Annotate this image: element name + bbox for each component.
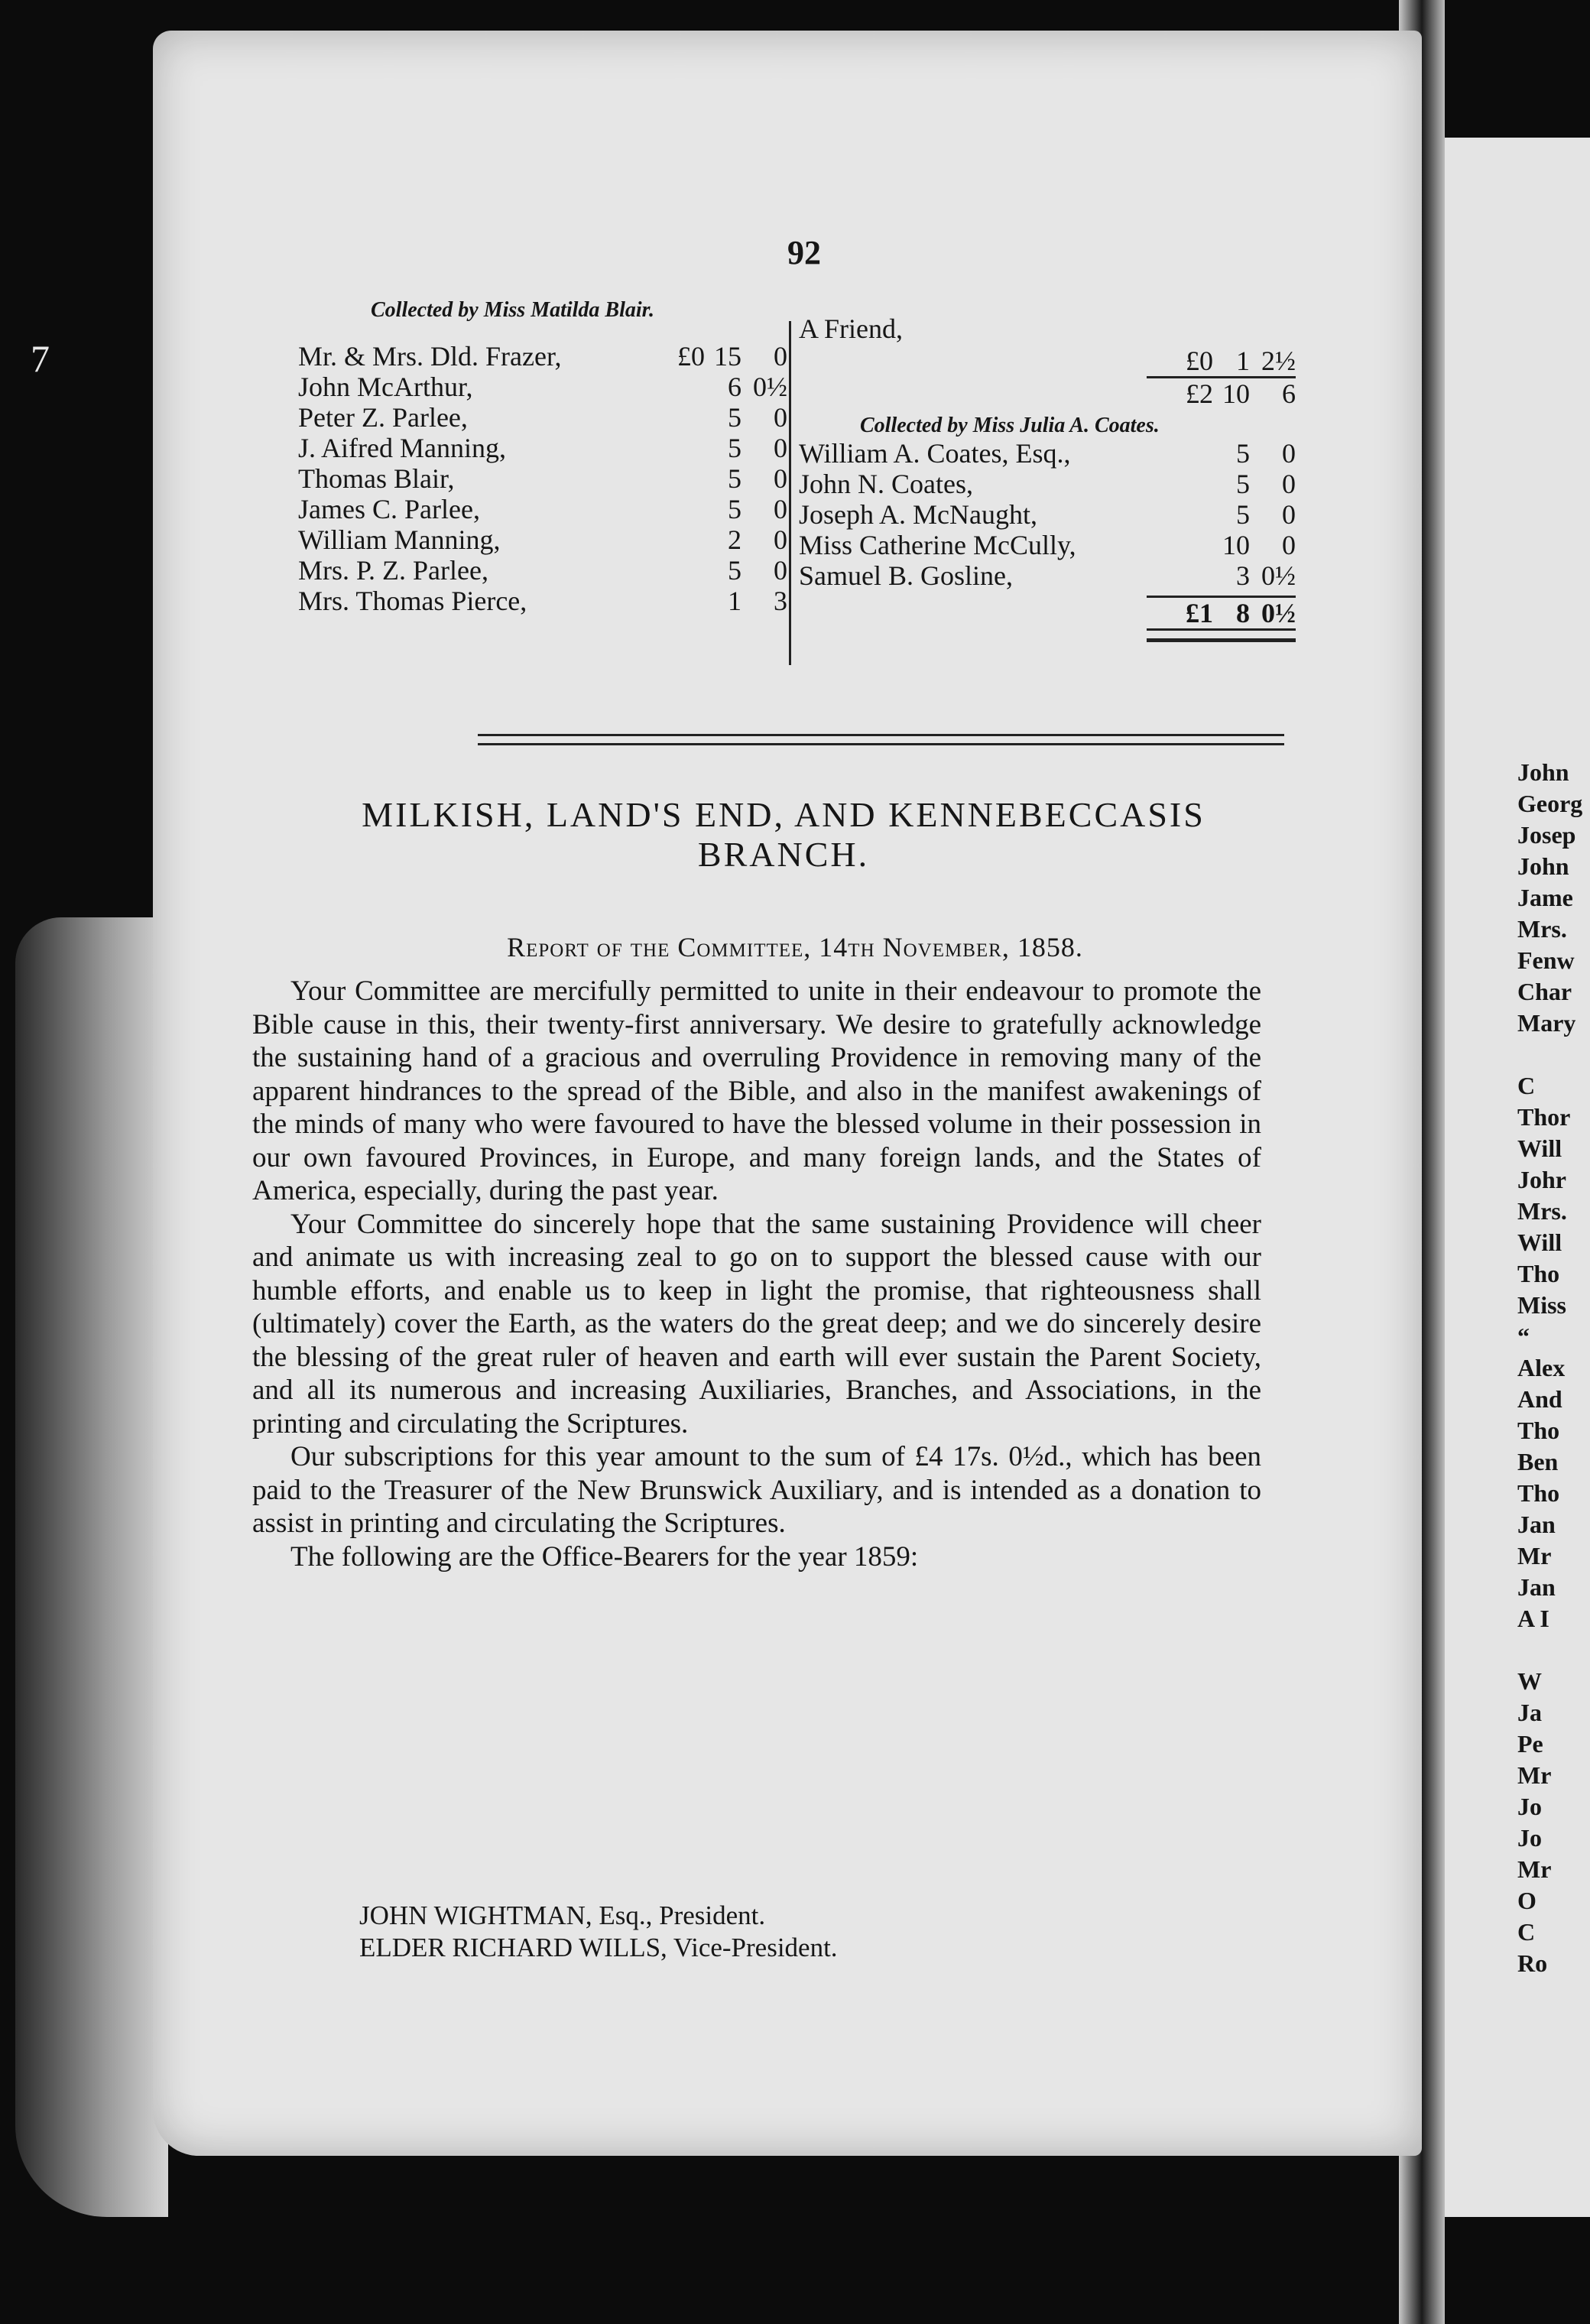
facing-page-fragment xyxy=(1517,1039,1590,1070)
subscriber-name: A Friend, xyxy=(799,313,904,344)
list-item xyxy=(799,530,1296,560)
facing-page-text xyxy=(1517,757,1590,1979)
amount-pence: 0 xyxy=(1282,469,1296,499)
amount-pence: 0 xyxy=(774,402,787,433)
subscriber-name: Samuel B. Gosline, xyxy=(799,560,1013,591)
subscriber-name: Thomas Blair, xyxy=(298,463,455,494)
list-item xyxy=(298,555,787,586)
amount-shillings: 5 xyxy=(1236,438,1250,469)
amount-shillings: 5 xyxy=(728,402,741,433)
amount-shillings: 6 xyxy=(728,372,741,402)
subscriber-name: Miss Catherine McCully, xyxy=(799,530,1076,560)
amount-shillings: 5 xyxy=(728,494,741,524)
amount-shillings: 10 xyxy=(1222,530,1250,560)
total-pence: 0½ xyxy=(1261,598,1296,628)
facing-page-fragment: Char xyxy=(1517,978,1572,1005)
facing-page-fragment: Will xyxy=(1517,1134,1562,1162)
section-rule xyxy=(478,743,1284,745)
amount-shillings: 15 xyxy=(714,341,741,372)
facing-page-fragment: “ xyxy=(1517,1323,1530,1350)
amount-shillings: 2 xyxy=(728,524,741,555)
facing-page-fragment: Ben xyxy=(1517,1448,1559,1475)
collector-title: Collected by Miss Julia A. Coates. xyxy=(860,414,1160,437)
amount-pounds xyxy=(660,433,705,463)
list-item xyxy=(298,586,787,616)
section-rule xyxy=(478,734,1284,736)
amount-pence: 2½ xyxy=(1261,346,1296,376)
heading-line: BRANCH. xyxy=(697,835,870,874)
subtotal-pence: 6 xyxy=(1282,378,1296,409)
list-item xyxy=(298,372,787,402)
facing-page-fragment: Mary xyxy=(1517,1009,1576,1037)
facing-page-fragment: Mr xyxy=(1517,1855,1552,1883)
paragraph: Our subscriptions for this year amount to the sum of £4 17s. 0½d., which has been paid to the Treasurer of the New Brunswick Auxiliary, and is intended as a donation to assist in printing and circulating the Scriptures. xyxy=(252,1441,1261,1539)
subscriber-name: Mrs. P. Z. Parlee, xyxy=(298,555,488,586)
show-through-text xyxy=(550,650,1238,680)
amount-pounds: £0 xyxy=(1186,346,1213,376)
subscriber-name: James C. Parlee, xyxy=(298,494,480,524)
subscriber-name: J. Aifred Manning, xyxy=(298,433,506,463)
amount-shillings: 3 xyxy=(1236,560,1250,591)
report-subheading: Report of the Committee, 14th November, 1858. xyxy=(507,932,1083,962)
facing-page-fragment: Ja xyxy=(1517,1699,1542,1726)
amount-pence: 0 xyxy=(774,433,787,463)
facing-page-fragment: Mr xyxy=(1517,1542,1552,1569)
facing-page-fragment: C xyxy=(1517,1918,1536,1946)
subtotal-row xyxy=(799,378,1296,409)
amount-pence: 0 xyxy=(774,555,787,586)
amount-pounds: £0 xyxy=(677,341,705,372)
amount-pounds xyxy=(660,494,705,524)
amount-pence: 0 xyxy=(774,524,787,555)
list-item xyxy=(298,494,787,524)
office-bearers xyxy=(359,1900,838,1964)
section-heading xyxy=(283,795,1284,875)
amount-pence: 0 xyxy=(1282,499,1296,530)
list-item xyxy=(799,469,1296,499)
subtotal-pounds: £2 xyxy=(1186,378,1213,409)
facing-page-fragment: W xyxy=(1517,1667,1542,1695)
facing-page-fragment: Alex xyxy=(1517,1354,1566,1381)
facing-page-fragment: And xyxy=(1517,1385,1562,1413)
list-item xyxy=(799,346,1296,376)
amount-pence: 0 xyxy=(774,341,787,372)
facing-page-fragment: Tho xyxy=(1517,1417,1560,1444)
subscriber-name: Mr. & Mrs. Dld. Frazer, xyxy=(298,341,562,372)
facing-page-fragment: Ro xyxy=(1517,1949,1548,1977)
facing-page-fragment: Mrs. xyxy=(1517,1197,1567,1225)
amount-shillings: 5 xyxy=(728,433,741,463)
amount-pounds xyxy=(660,586,705,616)
facing-page-fragment: John xyxy=(1517,758,1569,786)
list-item xyxy=(799,438,1296,469)
subscriber-name: Peter Z. Parlee, xyxy=(298,402,468,433)
list-item xyxy=(298,341,787,372)
amount-pounds xyxy=(660,372,705,402)
heading-line: MILKISH, LAND'S END, AND KENNEBECCASIS xyxy=(362,795,1205,834)
facing-page-fragment: Pe xyxy=(1517,1730,1543,1758)
subscriber-name: William Manning, xyxy=(298,524,501,555)
facing-page-fragment: C xyxy=(1517,1072,1536,1099)
amount-pounds xyxy=(660,402,705,433)
subscription-list-blair xyxy=(298,298,787,616)
double-rule xyxy=(1147,628,1296,642)
facing-page-fragment: Fenw xyxy=(1517,946,1575,974)
facing-page-fragment: Jan xyxy=(1517,1573,1556,1601)
subscriber-name: John N. Coates, xyxy=(799,469,973,499)
facing-page-fragment: Tho xyxy=(1517,1260,1560,1287)
facing-page-fragment: A I xyxy=(1517,1605,1549,1632)
page-number: 92 xyxy=(787,234,821,271)
page-stack-edge xyxy=(15,917,168,2217)
report-body xyxy=(252,975,1261,1573)
facing-page-fragment: Josep xyxy=(1517,821,1576,849)
facing-page-fragment: Johr xyxy=(1517,1166,1566,1193)
facing-page-fragment: Jo xyxy=(1517,1824,1542,1852)
list-item xyxy=(298,433,787,463)
amount-shillings: 5 xyxy=(728,555,741,586)
facing-page-fragment: John xyxy=(1517,852,1569,880)
amount-shillings: 1 xyxy=(728,586,741,616)
list-item xyxy=(298,402,787,433)
amount-shillings: 5 xyxy=(1236,499,1250,530)
amount-pence: 0½ xyxy=(1261,560,1296,591)
amount-pounds xyxy=(660,524,705,555)
facing-page-fragment: Jan xyxy=(1517,1511,1556,1538)
collector-title: Collected by Miss Matilda Blair. xyxy=(371,298,655,322)
officer-line: ELDER RICHARD WILLS, Vice-President. xyxy=(359,1933,838,1962)
amount-shillings: 1 xyxy=(1236,346,1250,376)
amount-pounds xyxy=(660,463,705,494)
facing-page-fragment: Miss xyxy=(1517,1291,1566,1319)
subscriber-name: William A. Coates, Esq., xyxy=(799,438,1071,469)
amount-pence: 0½ xyxy=(753,372,787,402)
amount-pounds xyxy=(660,555,705,586)
amount-shillings: 5 xyxy=(728,463,741,494)
facing-page-fragment: Will xyxy=(1517,1229,1562,1256)
facing-page-fragment: Jame xyxy=(1517,884,1573,911)
facing-page-fragment xyxy=(1517,1634,1590,1666)
subscription-list-coates xyxy=(799,313,1296,642)
amount-pence: 3 xyxy=(774,586,787,616)
list-item xyxy=(799,560,1296,591)
paragraph: The following are the Office-Bearers for the year 1859: xyxy=(290,1540,919,1573)
subtotal-shillings: 10 xyxy=(1222,378,1250,409)
facing-page-fragment: Thor xyxy=(1517,1103,1571,1131)
list-item xyxy=(799,313,1296,344)
facing-page-fragment: Mr xyxy=(1517,1761,1552,1789)
paragraph: Your Committee do sincerely hope that the same sustaining Providence will cheer and animate us with increasing zeal to go on to support the blessed cause with our humble efforts, and enable us to keep in light the promise, that righteousness shall (ultimately) cover the Earth, as the waters do the great deep; and we do sincerely desire the blessing of the great ruler of heaven and earth will ever sustain the Parent Society, and all its numerous and increasing Auxiliaries, Branches, and Associations, in the printing and circulating the Scriptures. xyxy=(252,1208,1261,1440)
amount-pence: 0 xyxy=(774,463,787,494)
amount-pence: 0 xyxy=(774,494,787,524)
amount-pence: 0 xyxy=(1282,438,1296,469)
total-row xyxy=(799,598,1296,628)
list-item xyxy=(298,524,787,555)
facing-page-fragment: Georg xyxy=(1517,790,1583,817)
margin-mark: 7 xyxy=(31,337,50,380)
officer-line: JOHN WIGHTMAN, Esq., President. xyxy=(359,1900,766,1930)
total-shillings: 8 xyxy=(1236,598,1250,628)
total-pounds: £1 xyxy=(1186,598,1213,628)
subscriber-name: Mrs. Thomas Pierce, xyxy=(298,586,527,616)
list-item xyxy=(298,463,787,494)
amount-pence: 0 xyxy=(1282,530,1296,560)
facing-page-fragment: O xyxy=(1517,1887,1536,1914)
column-divider xyxy=(789,321,791,665)
subscriber-name: John McArthur, xyxy=(298,372,473,402)
subscriber-name: Joseph A. McNaught, xyxy=(799,499,1037,530)
list-item xyxy=(799,499,1296,530)
facing-page-fragment: Tho xyxy=(1517,1479,1560,1507)
facing-page-fragment: Jo xyxy=(1517,1793,1542,1820)
facing-page-fragment: Mrs. xyxy=(1517,915,1567,943)
amount-shillings: 5 xyxy=(1236,469,1250,499)
paragraph: Your Committee are mercifully permitted to unite in their endeavour to promote the Bible cause in this, their twenty-first anniversary. We desire to gratefully acknowledge the sustaining hand of a gracious and overruling Providence in removing many of the apparent hindrances to the spread of the Bible, and also in the manifest awakenings of the minds of many who were favoured to have the blessed volume in their possession in our own favoured Provinces, in Europe, and many foreign lands, and the States of America, especially, during the past year. xyxy=(252,975,1261,1206)
